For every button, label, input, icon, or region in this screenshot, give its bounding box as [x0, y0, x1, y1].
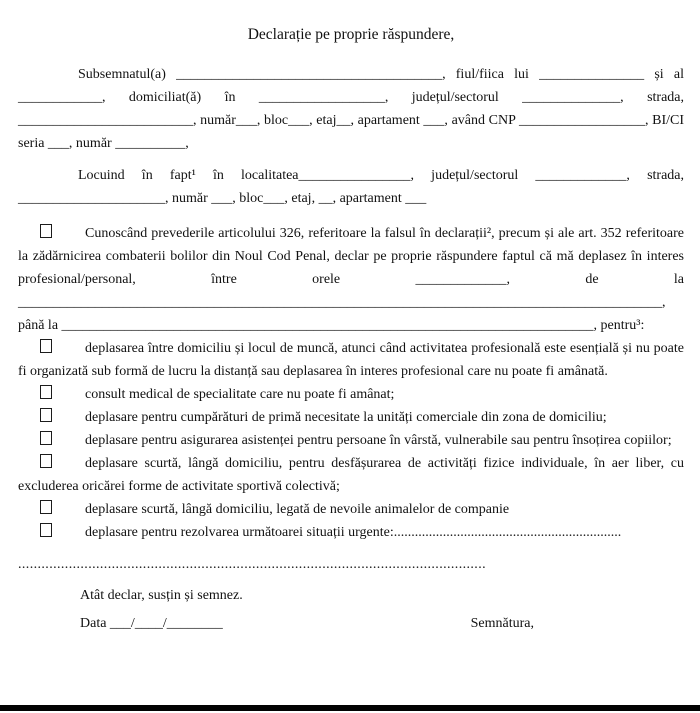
date-field: Data ___/____/________ — [80, 616, 223, 631]
signature-label: Semnătura, — [470, 616, 534, 631]
checkbox-icon[interactable] — [40, 523, 52, 537]
checkbox-icon[interactable] — [40, 408, 52, 422]
residence-paragraph: Locuind în fapt¹ în localitatea________________, județul/sectorul _____________, strada, _____________________, număr ___, bloc___, etaj, __, apartament ___ — [18, 168, 684, 206]
reason-item — [18, 498, 684, 521]
checkbox-icon[interactable] — [40, 224, 52, 238]
checkbox-icon[interactable] — [40, 385, 52, 399]
page-title: Declarație pe proprie răspundere, — [247, 26, 455, 43]
reason-text: consult medical de specialitate care nu poate fi amânat; — [85, 387, 395, 402]
declaration-text: Cunoscând prevederile articolului 326, referitoare la falsul în declarații², precum și ale art. 352 referitoare la zădărnicirea combaterii bolilor din Noul Cod Penal, declar pe proprie răspundere faptul că mă deplasez în interes profesional/personal, între orele _____________, de la ____________________________________________________________________________________________, până la ____________________________________________________________________________, pentru³: — [18, 226, 684, 333]
declaration-paragraph — [18, 222, 684, 337]
continuation-dots-line: ........................................................................................................................ — [18, 557, 486, 572]
reason-item — [18, 406, 684, 429]
reason-item — [18, 521, 684, 544]
checkbox-icon[interactable] — [40, 431, 52, 445]
reason-text: deplasare pentru rezolvarea următoarei situații urgente:................................................................. — [85, 525, 622, 540]
closing-statement: Atât declar, susțin și semnez. — [80, 588, 243, 603]
identity-paragraph: Subsemnatul(a) ______________________________________, fiul/fiica lui _______________ și al ____________, domiciliat(ă) în __________________, județul/sectorul ______________, strada, _________________________, număr___, bloc___, etaj__, apartament ___, având CNP __________________, BI/CI seria ___, număr __________, — [18, 67, 684, 151]
footer-row — [18, 612, 684, 635]
checkbox-icon[interactable] — [40, 500, 52, 514]
checkbox-icon[interactable] — [40, 339, 52, 353]
reason-text: deplasare scurtă, lângă domiciliu, pentru desfășurarea de activități fizice individuale, în aer liber, cu excluderea oricărei forme de activitate sportivă colectivă; — [18, 456, 684, 494]
reason-text: deplasare pentru asigurarea asistenței pentru persoane în vârstă, vulnerabile sau pentru însoțirea copiilor; — [85, 433, 672, 448]
reason-item — [18, 383, 684, 406]
reason-text: deplasarea între domiciliu și locul de muncă, atunci când activitatea profesională este esențială și nu poate fi organizată sub formă de lucru la distanță sau deplasarea în interes profesional care nu poate fi amânată. — [18, 341, 684, 379]
scan-bottom-edge — [0, 705, 700, 711]
reason-text: deplasare scurtă, lângă domiciliu, legată de nevoile animalelor de companie — [85, 502, 510, 517]
reason-item — [18, 337, 684, 383]
reason-item — [18, 429, 684, 452]
reason-text: deplasare pentru cumpărături de primă necesitate la unități comerciale din zona de domiciliu; — [85, 410, 607, 425]
checkbox-icon[interactable] — [40, 454, 52, 468]
reason-item — [18, 452, 684, 498]
